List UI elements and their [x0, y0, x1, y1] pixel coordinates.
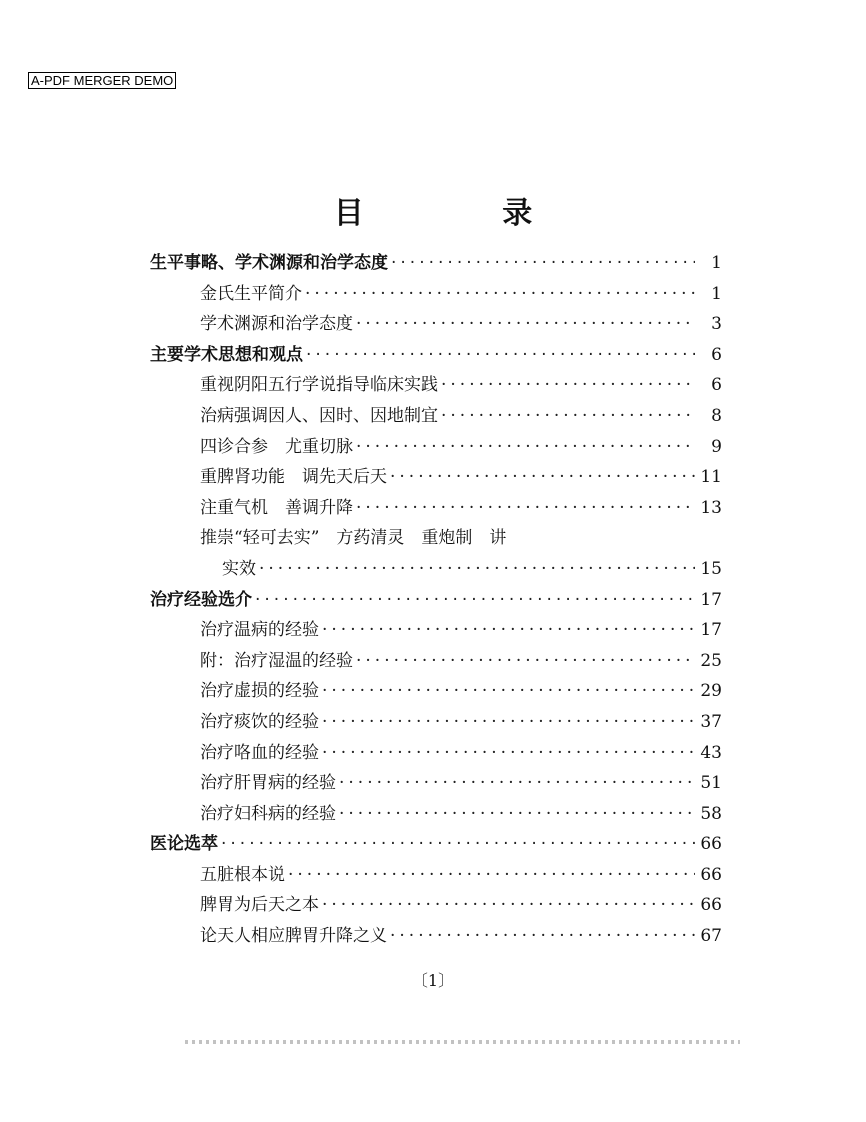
toc-entry-label: 重视阴阳五行学说指导临床实践: [200, 375, 438, 396]
toc-entry-page: 66: [700, 834, 722, 855]
toc-section-entry: [150, 309, 722, 340]
watermark-label: A-PDF MERGER DEMO: [28, 72, 176, 89]
toc-chapter-entry: [150, 829, 722, 860]
toc-entry-label: 主要学术思想和观点: [150, 344, 303, 365]
toc-entry-page: 37: [700, 711, 722, 732]
toc-entry-page: 6: [711, 344, 722, 365]
toc-entry-page: 51: [700, 773, 722, 794]
toc-section-entry: [150, 370, 722, 401]
toc-entry-page: 3: [711, 314, 722, 335]
toc-entry-label: 治疗肝胃病的经验: [200, 773, 336, 794]
toc-entry-page: 25: [700, 650, 722, 671]
toc-chapter-entry: [150, 248, 722, 279]
toc-entry-page: 1: [711, 283, 722, 304]
toc-leader-dots: [305, 284, 695, 304]
toc-leader-dots: [322, 620, 695, 640]
toc-leader-dots: [288, 865, 695, 885]
toc-entry-page: 43: [700, 742, 722, 763]
toc-entry-page: 6: [711, 375, 722, 396]
page-title: 目 录: [333, 196, 597, 231]
toc-section-entry: [150, 707, 722, 738]
toc-leader-dots: [259, 559, 695, 579]
toc-entry-label: 医论选萃: [150, 834, 218, 855]
toc-leader-dots: [322, 681, 695, 701]
toc-leader-dots: [391, 253, 695, 273]
toc-chapter-entry: [150, 585, 722, 616]
toc-entry-label: 推崇“轻可去实” 方药清灵 重炮制 讲: [200, 528, 507, 549]
toc-leader-dots: [356, 437, 695, 457]
toc-section-entry: [150, 523, 722, 554]
toc-entry-page: 15: [700, 558, 722, 579]
toc-entry-label: 脾胃为后天之本: [200, 895, 319, 916]
toc-entry-label: 生平事略、学术渊源和治学态度: [150, 253, 388, 273]
toc-leader-dots: [306, 345, 695, 365]
toc-leader-dots: [339, 804, 695, 824]
toc-entry-label: 论天人相应脾胃升降之义: [200, 926, 387, 947]
toc-entry-page: 66: [700, 864, 722, 885]
toc-entry-label: 学术渊源和治学态度: [200, 314, 353, 335]
toc-leader-dots: [322, 743, 695, 763]
toc-entry-label: 实效: [222, 558, 256, 579]
toc-section-entry: [150, 738, 722, 769]
toc-entry-page: 67: [700, 926, 722, 947]
toc-section-entry: [150, 676, 722, 707]
toc-leader-dots: [255, 590, 695, 610]
toc-leader-dots: [441, 406, 695, 426]
toc-entry-label: 治疗咯血的经验: [200, 742, 319, 763]
toc-entry-page: 13: [700, 497, 722, 518]
toc-section-entry: [150, 554, 722, 585]
toc-section-entry: [150, 432, 722, 463]
toc-leader-dots: [356, 314, 695, 334]
toc-entry-page: 8: [711, 405, 722, 426]
toc-leader-dots: [356, 651, 695, 671]
toc-entry-label: 治疗痰饮的经验: [200, 711, 319, 732]
toc-section-entry: [150, 646, 722, 677]
toc-entry-page: 17: [700, 589, 722, 610]
toc-entry-label: 治疗虚损的经验: [200, 681, 319, 702]
toc-entry-label: 重脾肾功能 调先天后天: [200, 467, 387, 488]
page-number: 〔1〕: [411, 971, 455, 990]
toc-entry-page: 9: [711, 436, 722, 457]
toc-entry-label: 五脏根本说: [200, 864, 285, 885]
toc-section-entry: [150, 493, 722, 524]
toc-section-entry: [150, 279, 722, 310]
toc-entry-label: 治疗经验选介: [150, 589, 252, 610]
toc-section-entry: [150, 768, 722, 799]
toc-entry-page: 17: [700, 620, 722, 641]
toc-section-entry: [150, 860, 722, 891]
toc-section-entry: [150, 799, 722, 830]
toc-section-entry: [150, 921, 722, 952]
toc-entry-label: 治疗温病的经验: [200, 620, 319, 641]
toc-entry-page: 1: [711, 253, 722, 273]
table-of-contents: [150, 248, 722, 952]
scan-artifact: [185, 1040, 740, 1044]
toc-entry-label: 治疗妇科病的经验: [200, 803, 336, 824]
toc-entry-page: 58: [700, 803, 722, 824]
toc-section-entry: [150, 615, 722, 646]
toc-entry-page: 11: [700, 467, 722, 488]
toc-leader-dots: [322, 895, 695, 915]
toc-entry-label: 治病强调因人、因时、因地制宜: [200, 405, 438, 426]
toc-leader-dots: [356, 498, 695, 518]
toc-entry-label: 四诊合参 尤重切脉: [200, 436, 353, 457]
toc-leader-dots: [441, 375, 695, 395]
toc-leader-dots: [322, 712, 695, 732]
toc-section-entry: [150, 462, 722, 493]
toc-chapter-entry: [150, 340, 722, 371]
toc-leader-dots: [339, 773, 695, 793]
toc-entry-label: 附：治疗湿温的经验: [200, 650, 353, 671]
toc-entry-label: 金氏生平简介: [200, 283, 302, 304]
toc-section-entry: [150, 890, 722, 921]
toc-entry-page: 66: [700, 895, 722, 916]
toc-leader-dots: [221, 834, 695, 854]
toc-entry-page: 29: [700, 681, 722, 702]
toc-leader-dots: [390, 467, 695, 487]
toc-section-entry: [150, 401, 722, 432]
toc-leader-dots: [390, 926, 695, 946]
toc-entry-label: 注重气机 善调升降: [200, 497, 353, 518]
